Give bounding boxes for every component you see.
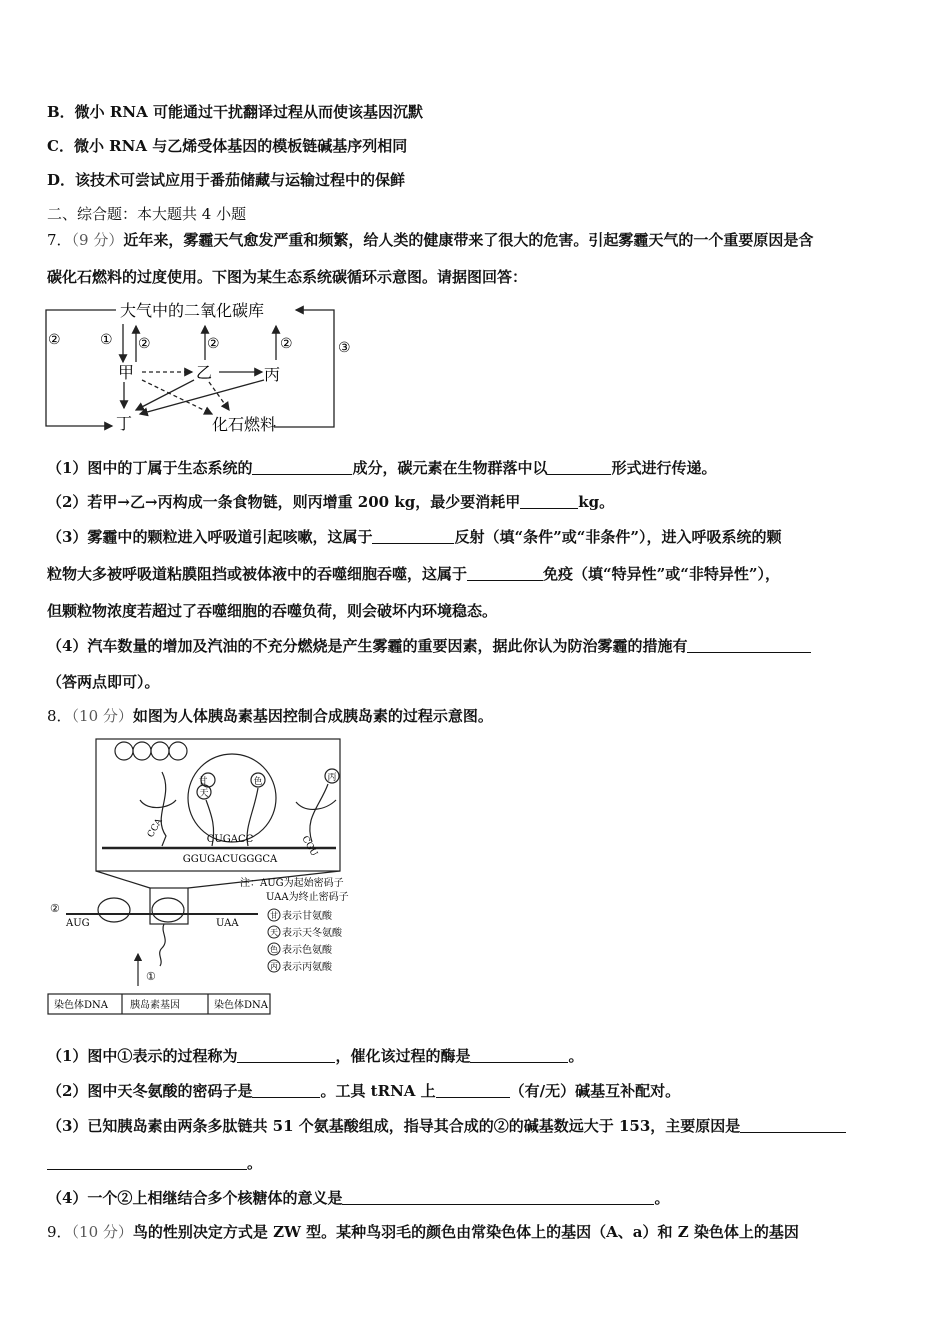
key-icon-gly: 甘	[270, 911, 278, 920]
translation-diagram	[44, 736, 374, 1018]
q9-number: 9．	[47, 1223, 72, 1241]
q7-sub3-line3: 但颗粒物浓度若超过了吞噬细胞的吞噬负荷，则会破坏内环境稳态。	[47, 602, 498, 620]
key-icon-ala: 丙	[270, 962, 278, 971]
q7-line1	[47, 230, 813, 250]
dna-right: 染色体DNA	[214, 1000, 268, 1011]
diagram-co2-pool: 大气中的二氧化碳库	[120, 301, 265, 320]
q7-sub4-line2: （答两点即可）。	[47, 673, 160, 691]
q9-score: （10 分）	[71, 1223, 133, 1241]
diagram-jia: 甲	[118, 363, 135, 382]
aa-asp: 天	[199, 789, 209, 799]
codon-uaa: UAA	[216, 918, 239, 929]
key-gly: 表示甘氨酸	[282, 911, 332, 922]
codon-aug: AUG	[66, 918, 90, 929]
q8-sub4: （4）一个②上相继结合多个核糖体的意义是 。	[47, 1189, 670, 1207]
blank[interactable]	[520, 494, 578, 509]
trna-cgu: CGU	[299, 834, 319, 859]
blank[interactable]	[467, 566, 543, 581]
q7-sub1: （1）图中的丁属于生态系统的 成分，碳元素在生物群落中以 形式进行传递。	[47, 459, 717, 477]
q8-score: （10 分）	[71, 707, 133, 725]
diagram-label-c2-c: ②	[280, 336, 293, 352]
diagram-fossil-fuel: 化石燃料	[212, 415, 277, 434]
diagram-yi: 乙	[196, 363, 213, 382]
q9-line1	[47, 1222, 799, 1242]
q7-sub4-line1: （4）汽车数量的增加及汽油的不充分燃烧是产生雾霾的重要因素，据此你认为防治雾霾的措施有	[47, 636, 811, 656]
key-icon-trp: 色	[270, 945, 278, 954]
diagram-label-c3: ③	[338, 340, 351, 356]
blank[interactable]	[237, 1048, 335, 1063]
blank[interactable]	[470, 1048, 568, 1063]
option-d: D．该技术可尝试应用于番茄储藏与运输过程中的保鲜	[47, 171, 406, 189]
q7-sub2: （2）若甲→乙→丙构成一条食物链，则丙增重 200 kg，最少要消耗甲 kg。	[47, 493, 615, 511]
key-asp: 表示天冬氨酸	[282, 928, 342, 939]
key-ala: 表示丙氨酸	[282, 962, 332, 973]
blank[interactable]	[47, 1155, 247, 1170]
blank[interactable]	[342, 1190, 654, 1205]
aa-trp: 色	[253, 777, 263, 787]
blank[interactable]	[436, 1083, 510, 1098]
option-b: B．微小 RNA 可能通过干扰翻译过程从而使该基因沉默	[47, 103, 423, 121]
blank[interactable]	[547, 460, 611, 475]
q7-sub3-line1: （3）雾霾中的颗粒进入呼吸道引起咳嗽，这属于 反射（填“条件”或“非条件”），进入呼吸系统的颗	[47, 528, 782, 546]
q8-line1	[47, 706, 493, 726]
q9-stem: 鸟的性别决定方式是 ZW 型。某种鸟羽毛的颜色由常染色体上的基因（A、a）和 Z 染色体上的基因	[132, 1223, 799, 1241]
note-start: 注：AUG为起始密码子	[240, 878, 344, 889]
q7-stem1: 近年来，雾霾天气愈发严重和频繁，给人类的健康带来了很大的危害。引起雾霾天气的一个重要原因是含	[123, 231, 814, 249]
option-c: C．微小 RNA 与乙烯受体基因的模板链碱基序列相同	[47, 137, 408, 155]
blank[interactable]	[740, 1118, 846, 1133]
q8-sub1: （1）图中①表示的过程称为 ，催化该过程的酶是 。	[47, 1047, 584, 1065]
q7-number: 7．	[47, 231, 72, 249]
diagram-label-c1: ①	[100, 332, 113, 348]
q8-stem: 如图为人体胰岛素基因控制合成胰岛素的过程示意图。	[132, 707, 493, 725]
section-heading: 二、综合题：本大题共 4 小题	[47, 205, 247, 223]
dna-left: 染色体DNA	[54, 1000, 108, 1011]
key-icon-asp: 天	[270, 928, 278, 937]
label-c1: ①	[146, 970, 156, 983]
q7-sub3-line2: 粒物大多被呼吸道粘膜阻挡或被体液中的吞噬细胞吞噬，这属于 免疫（填“特异性”或“非特异性”），	[47, 565, 781, 583]
q7-stem2: 碳化石燃料的过度使用。下图为某生态系统碳循环示意图。请据图回答：	[47, 268, 528, 286]
carbon-cycle-diagram	[44, 296, 364, 441]
diagram-ding: 丁	[116, 414, 133, 433]
aa-gly: 甘	[198, 777, 208, 787]
blank[interactable]	[372, 529, 454, 544]
trna-cca: CCA	[145, 816, 165, 840]
aa-ala: 丙	[327, 773, 337, 783]
anticodon-seq: CUGACC	[206, 834, 254, 845]
diagram-bing: 丙	[264, 365, 281, 384]
mrna-seq: GGUGACUGGGCA	[182, 854, 278, 865]
q8-sub2: （2）图中天冬氨酸的密码子是 。工具 tRNA 上 （有/无）碱基互补配对。	[47, 1082, 681, 1100]
diagram-label-c2-b: ②	[207, 336, 220, 352]
diagram-label-c2-a: ②	[138, 336, 151, 352]
blank[interactable]	[252, 460, 352, 475]
q8-sub3-line1: （3）已知胰岛素由两条多肽链共 51 个氨基酸组成，指导其合成的②的碱基数远大于 153，主要原因是	[47, 1116, 846, 1136]
blank[interactable]	[252, 1083, 320, 1098]
q8-sub3-line2: 。	[47, 1153, 262, 1173]
label-c2: ②	[50, 902, 60, 915]
note-stop: UAA为终止密码子	[266, 892, 349, 903]
q8-number: 8．	[47, 707, 72, 725]
key-trp: 表示色氨酸	[282, 945, 332, 956]
diagram-label-c2-outer: ②	[48, 332, 61, 348]
q7-score: （9 分）	[71, 231, 124, 249]
insulin-gene: 胰岛素基因	[130, 1000, 180, 1011]
blank[interactable]	[687, 638, 811, 653]
